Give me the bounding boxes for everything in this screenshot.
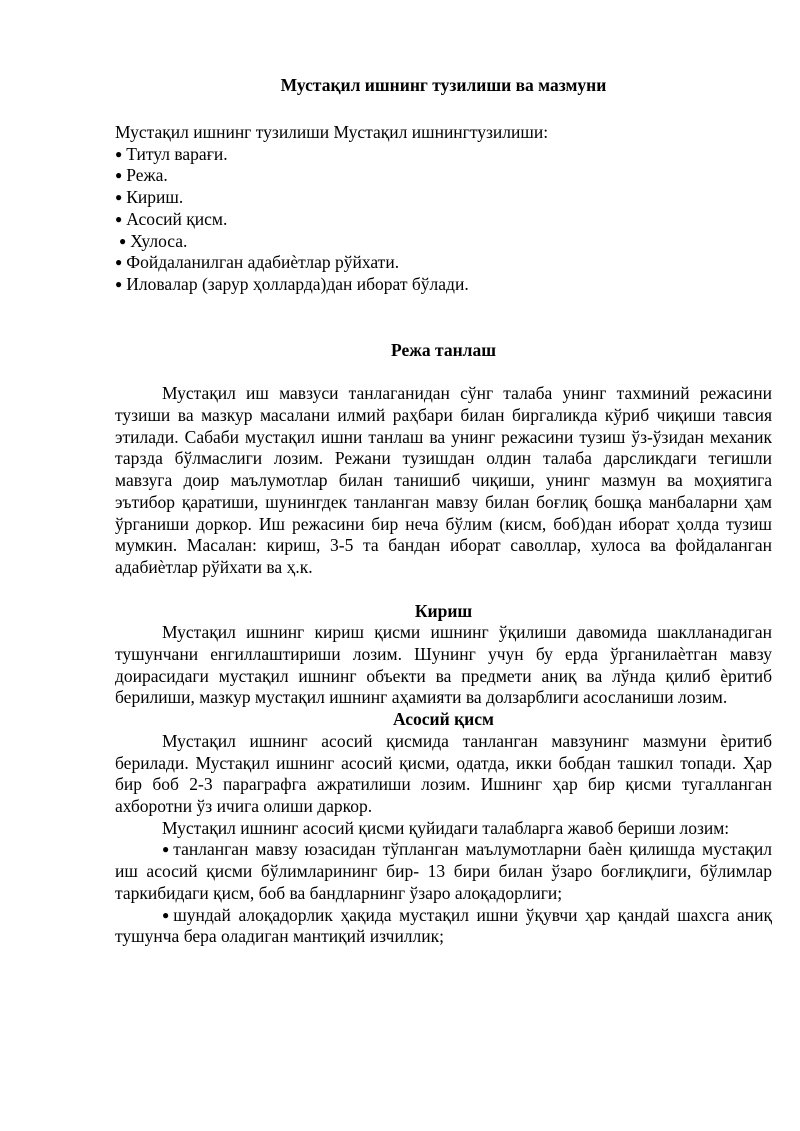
bullet-icon: ● xyxy=(115,255,123,270)
main-bullet-item: ● танланган мавзу юзасидан тўпланган маълумотларни баѐн қилишда мустақил иш асосий қисми бўлимларининг бир- 13 бири билан ўзаро боғлиқлиги, бўлимлар таркибидаги қисм, боб ва бандларнинг ўзаро алоқадорлиги; xyxy=(115,839,772,903)
section-heading-plan: Режа танлаш xyxy=(390,339,497,360)
spacer xyxy=(115,361,772,383)
bullet-icon: ● xyxy=(162,907,170,922)
section-paragraph-intro: Мустақил ишнинг кириш қисми ишнинг ўқилиши давомида шаклланадиган тушунчани енгиллаштириши лозим. Шунинг учун бу ерда ўрганилаѐтган мавзу доирасидаги мустақил ишнинг объекти ва предмети аниқ ва лўнда қилиб ѐритиб берилиши, мазкур мустақил ишнинг аҳамияти ва долзарблиги асосланиши лозим. xyxy=(115,622,772,708)
section-heading-intro: Кириш xyxy=(414,600,473,621)
document-page xyxy=(115,74,772,948)
bullet-icon: ● xyxy=(119,233,127,248)
structure-list xyxy=(115,144,772,296)
list-item: ● Асосий қисм. xyxy=(115,208,228,229)
main-bullet-item: ● шундай алоқадорлик ҳақида мустақил ишни ўқувчи ҳар қандай шахсга аниқ тушунча бера оладиган мантиқий изчиллик; xyxy=(115,904,772,947)
spacer xyxy=(115,96,772,122)
section-heading-main: Асосий қисм xyxy=(393,709,494,730)
list-item: ● Хулоса. xyxy=(119,230,188,251)
list-item: ● Титул варағи. xyxy=(115,143,228,164)
section-paragraph-main-2: Мустақил ишнинг асосий қисми қуйидаги талабларга жавоб бериши лозим: xyxy=(162,817,730,838)
section-paragraph-main-1: Мустақил ишнинг асосий қисмида танланган мавзунинг мазмуни ѐритиб берилади. Мустақил ишнинг асосий қисми, одатда, икки бобдан ташкил топади. Ҳар бир боб 2-3 параграфга ажратилиши лозим. Ишнинг ҳар бир қисми тугалланган ахборотни ўз ичига олиши даркор. xyxy=(115,730,772,816)
bullet-icon: ● xyxy=(115,211,123,226)
list-item: ● Иловалар (зарур ҳолларда)дан иборат бўлади. xyxy=(115,273,469,294)
list-item: ● Фойдаланилган адабиѐтлар рўйхати. xyxy=(115,252,400,273)
spacer xyxy=(115,579,772,601)
spacer xyxy=(115,296,772,340)
bullet-icon: ● xyxy=(162,842,170,857)
list-item: ● Режа. xyxy=(115,165,168,186)
structure-intro: Мустақил ишнинг тузилиши Мустақил ишнингтузилиши: xyxy=(115,122,549,142)
bullet-icon: ● xyxy=(115,190,123,205)
section-paragraph-plan: Мустақил иш мавзуси танлаганидан сўнг талаба унинг тахминий режасини тузиши ва мазкур масалани илмий раҳбари билан биргаликда кўриб чиқиши тавсия этилади. Сабаби мустақил ишни танлаш ва унинг режасини тузиш ўз-ўзидан механик тарзда бўлмаслиги лозим. Режани тузишдан олдин талаба дарсликдаги тегишли мавзуга доир маълумотлар билан танишиб чиқиши, унинг мазмун ва моҳиятига эътибор қаратиши, шунингдек танланган мавзу билан боғлиқ бошқа манбаларни ҳам ўрганиши доркор. Иш режасини бир неча бўлим (кисм, боб)дан иборат ҳолда тузиш мумкин. Масалан: кириш, 3-5 та бандан иборат саволлар, хулоса ва фойдаланган адабиѐтлар рўйхати ва ҳ.к. xyxy=(115,383,772,577)
bullet-icon: ● xyxy=(115,146,123,161)
list-item: ● Кириш. xyxy=(115,187,184,208)
bullet-icon: ● xyxy=(115,168,123,183)
bullet-icon: ● xyxy=(115,276,123,291)
document-title: Мустақил ишнинг тузилиши ва мазмуни xyxy=(280,75,607,95)
